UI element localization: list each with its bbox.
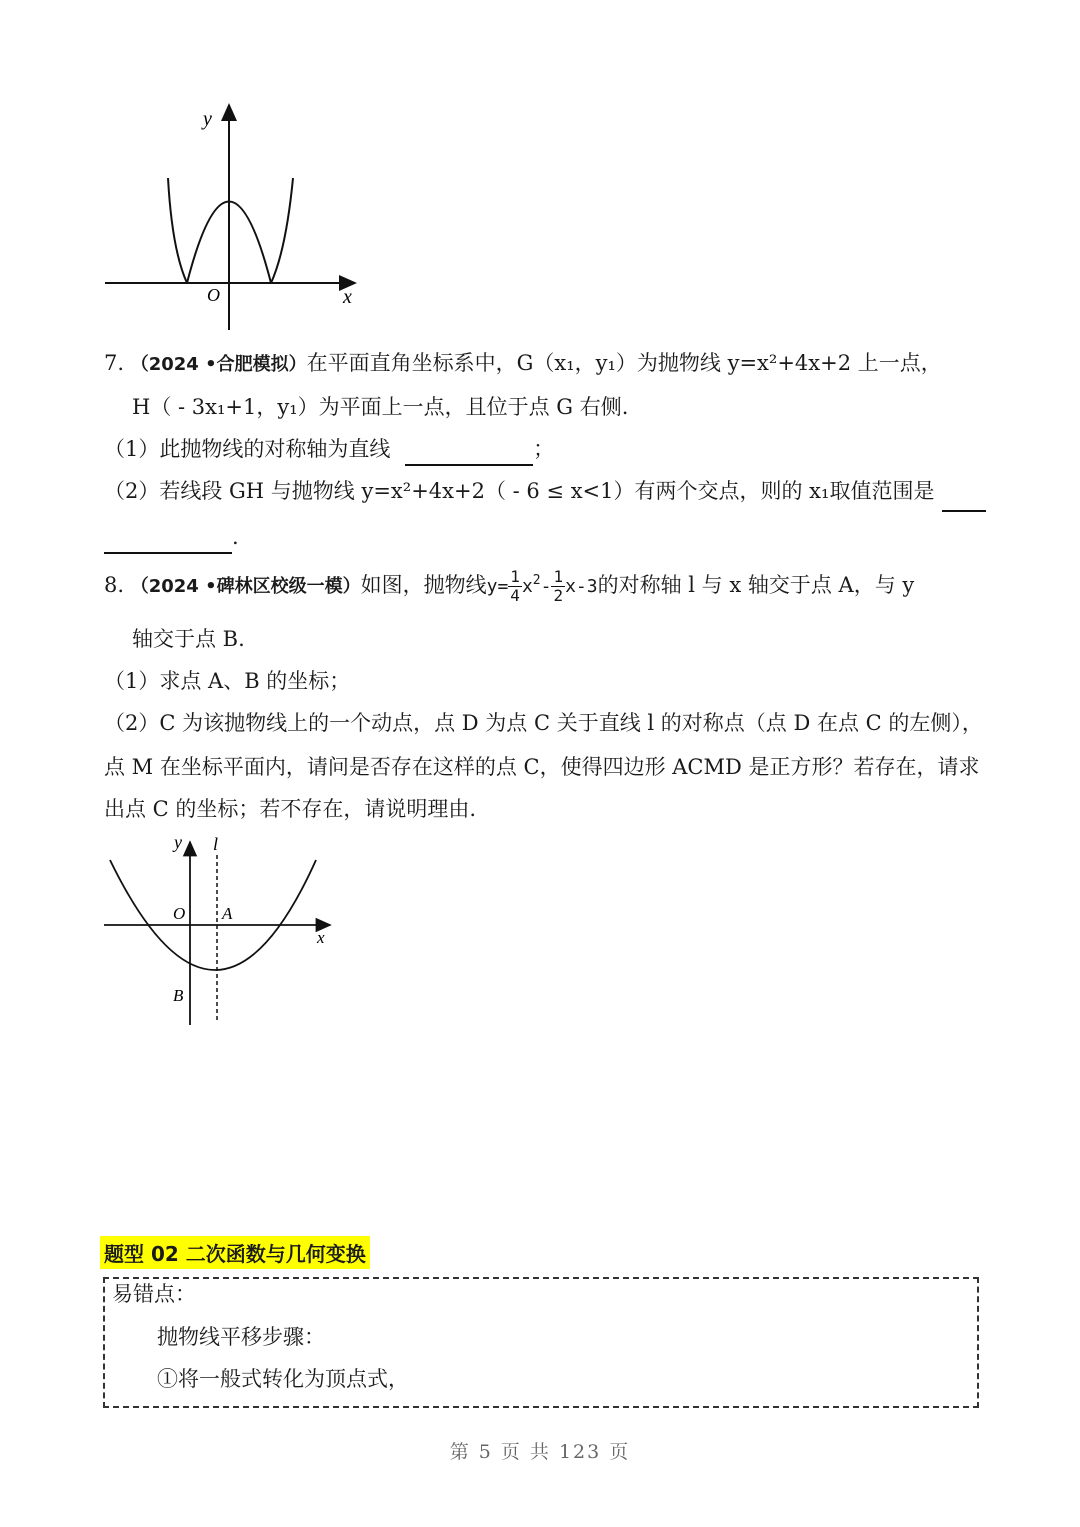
parabola — [110, 860, 316, 970]
formula-tail: x-3 — [565, 576, 598, 597]
l-label: l — [213, 834, 219, 854]
q8-line1 — [104, 566, 914, 605]
q7-line2: H（ - 3x₁+1，y₁）为平面上一点，且位于点 G 右侧. — [132, 395, 629, 419]
answer-blank-2a[interactable] — [942, 490, 986, 512]
formula-x: x — [521, 576, 533, 597]
curve-left — [168, 178, 187, 283]
q8-number: 8. — [104, 573, 125, 597]
x-label: x — [343, 286, 352, 308]
section-heading: 题型 02 二次函数与几何变换 — [100, 1236, 370, 1269]
q8-part2-line2: 点 M 在坐标平面内，请问是否存在这样的点 C，使得四边形 ACMD 是正方形？若存在，请求 — [104, 755, 980, 779]
y-label: y — [203, 108, 212, 130]
graph-1 — [100, 100, 370, 335]
q8-line2: 轴交于点 B. — [132, 627, 245, 651]
formula-lhs: y= — [486, 576, 509, 597]
formula-minus: - — [540, 576, 552, 597]
q7-line1 — [104, 348, 942, 380]
q8-line1-rest: 的对称轴 l 与 x 轴交于点 A，与 y — [597, 573, 915, 597]
point-b-label: B — [173, 986, 184, 1005]
formula-exp: 2 — [532, 573, 541, 588]
tip-box-line1: 抛物线平移步骤： — [157, 1325, 325, 1349]
fraction-1: $\frac{1}{4}$ — [510, 567, 520, 605]
q8-source: （2024 •碑林区校级一模） — [130, 576, 361, 597]
q8-part2-line3: 出点 C 的坐标；若不存在，请说明理由. — [104, 797, 477, 821]
tip-box-title: 易错点： — [112, 1282, 196, 1306]
q8-part1: （1）求点 A、B 的坐标； — [104, 669, 351, 693]
origin-label: O — [207, 285, 220, 305]
y-label: y — [174, 832, 182, 852]
q8-intro: 如图，抛物线 — [360, 573, 487, 597]
q8-part2-line1: （2）C 为该抛物线上的一个动点，点 D 为点 C 关于直线 l 的对称点（点 D 在点 C 的左侧）， — [104, 711, 983, 735]
q7-text1: 在平面直角坐标系中，G（x₁，y₁）为抛物线 y=x²+4x+2 上一点， — [306, 351, 942, 375]
q7-part1: （1）此抛物线的对称轴为直线 ； — [104, 434, 554, 466]
answer-blank-2b[interactable] — [104, 522, 232, 554]
q7-number: 7. — [104, 351, 125, 375]
origin-label: O — [173, 904, 186, 923]
graph-2 — [100, 830, 340, 1030]
tip-box-line2: ①将一般式转化为顶点式， — [157, 1367, 409, 1391]
q7-part2: （2）若线段 GH 与抛物线 y=x²+4x+2（ - 6 ≤ x<1）有两个交点，则的 x₁取值范围是 — [104, 479, 935, 503]
fraction-2: $\frac{1}{2}$ — [553, 567, 564, 605]
x-label: x — [317, 928, 325, 947]
q7-source: （2024 •合肥模拟） — [130, 354, 307, 375]
page-footer: 第 5 页 共 123 页 — [449, 1441, 631, 1463]
point-a-label: A — [222, 904, 233, 923]
q7-part2-cont: . — [104, 522, 239, 554]
answer-blank-1[interactable] — [405, 434, 533, 466]
curve-right — [271, 178, 293, 283]
